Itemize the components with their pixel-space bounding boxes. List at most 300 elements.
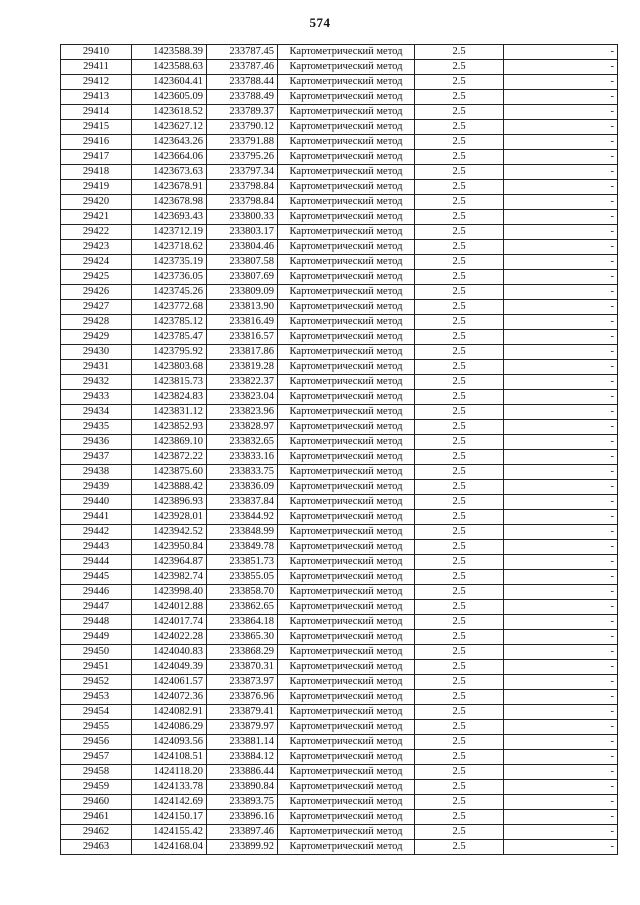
x-coordinate-cell: 1423964.87 <box>132 555 207 570</box>
method-cell: Картометрический метод <box>278 135 415 150</box>
point-number-cell: 29433 <box>61 390 132 405</box>
point-number-cell: 29412 <box>61 75 132 90</box>
accuracy-cell: 2.5 <box>415 75 504 90</box>
x-coordinate-cell: 1423785.47 <box>132 330 207 345</box>
table-row <box>61 435 618 450</box>
method-cell: Картометрический метод <box>278 810 415 825</box>
accuracy-cell: 2.5 <box>415 510 504 525</box>
accuracy-cell: 2.5 <box>415 285 504 300</box>
x-coordinate-cell: 1423604.41 <box>132 75 207 90</box>
table-row <box>61 555 618 570</box>
point-number-cell: 29443 <box>61 540 132 555</box>
table-row <box>61 390 618 405</box>
x-coordinate-cell: 1423745.26 <box>132 285 207 300</box>
point-number-cell: 29452 <box>61 675 132 690</box>
method-cell: Картометрический метод <box>278 780 415 795</box>
table-row <box>61 510 618 525</box>
description-cell: - <box>504 600 618 615</box>
y-coordinate-cell: 233798.84 <box>207 195 278 210</box>
x-coordinate-cell: 1423942.52 <box>132 525 207 540</box>
description-cell: - <box>504 300 618 315</box>
table-row <box>61 135 618 150</box>
method-cell: Картометрический метод <box>278 795 415 810</box>
x-coordinate-cell: 1423643.26 <box>132 135 207 150</box>
method-cell: Картометрический метод <box>278 600 415 615</box>
method-cell: Картометрический метод <box>278 120 415 135</box>
description-cell: - <box>504 165 618 180</box>
y-coordinate-cell: 233804.46 <box>207 240 278 255</box>
accuracy-cell: 2.5 <box>415 525 504 540</box>
method-cell: Картометрический метод <box>278 720 415 735</box>
x-coordinate-cell: 1423852.93 <box>132 420 207 435</box>
table-row <box>61 675 618 690</box>
x-coordinate-cell: 1423678.91 <box>132 180 207 195</box>
x-coordinate-cell: 1424012.88 <box>132 600 207 615</box>
x-coordinate-cell: 1423888.42 <box>132 480 207 495</box>
x-coordinate-cell: 1423928.01 <box>132 510 207 525</box>
point-number-cell: 29450 <box>61 645 132 660</box>
point-number-cell: 29411 <box>61 60 132 75</box>
point-number-cell: 29447 <box>61 600 132 615</box>
description-cell: - <box>504 480 618 495</box>
x-coordinate-cell: 1423736.05 <box>132 270 207 285</box>
y-coordinate-cell: 233788.44 <box>207 75 278 90</box>
accuracy-cell: 2.5 <box>415 480 504 495</box>
description-cell: - <box>504 750 618 765</box>
method-cell: Картометрический метод <box>278 570 415 585</box>
description-cell: - <box>504 105 618 120</box>
y-coordinate-cell: 233837.84 <box>207 495 278 510</box>
table-row <box>61 795 618 810</box>
method-cell: Картометрический метод <box>278 495 415 510</box>
table-row <box>61 735 618 750</box>
y-coordinate-cell: 233868.29 <box>207 645 278 660</box>
description-cell: - <box>504 615 618 630</box>
description-cell: - <box>504 810 618 825</box>
description-cell: - <box>504 585 618 600</box>
point-number-cell: 29444 <box>61 555 132 570</box>
point-number-cell: 29459 <box>61 780 132 795</box>
x-coordinate-cell: 1423693.43 <box>132 210 207 225</box>
method-cell: Картометрический метод <box>278 420 415 435</box>
accuracy-cell: 2.5 <box>415 390 504 405</box>
accuracy-cell: 2.5 <box>415 675 504 690</box>
y-coordinate-cell: 233828.97 <box>207 420 278 435</box>
table-row <box>61 225 618 240</box>
y-coordinate-cell: 233788.49 <box>207 90 278 105</box>
y-coordinate-cell: 233865.30 <box>207 630 278 645</box>
point-number-cell: 29463 <box>61 840 132 855</box>
y-coordinate-cell: 233807.69 <box>207 270 278 285</box>
description-cell: - <box>504 270 618 285</box>
x-coordinate-cell: 1424072.36 <box>132 690 207 705</box>
accuracy-cell: 2.5 <box>415 705 504 720</box>
y-coordinate-cell: 233879.41 <box>207 705 278 720</box>
y-coordinate-cell: 233873.97 <box>207 675 278 690</box>
x-coordinate-cell: 1423875.60 <box>132 465 207 480</box>
table-row <box>61 270 618 285</box>
table-row <box>61 630 618 645</box>
accuracy-cell: 2.5 <box>415 615 504 630</box>
description-cell: - <box>504 570 618 585</box>
table-row <box>61 690 618 705</box>
description-cell: - <box>504 240 618 255</box>
y-coordinate-cell: 233876.96 <box>207 690 278 705</box>
x-coordinate-cell: 1423896.93 <box>132 495 207 510</box>
table-row <box>61 645 618 660</box>
point-number-cell: 29439 <box>61 480 132 495</box>
description-cell: - <box>504 180 618 195</box>
method-cell: Картометрический метод <box>278 165 415 180</box>
method-cell: Картометрический метод <box>278 240 415 255</box>
point-number-cell: 29416 <box>61 135 132 150</box>
point-number-cell: 29423 <box>61 240 132 255</box>
accuracy-cell: 2.5 <box>415 840 504 855</box>
table-row <box>61 315 618 330</box>
accuracy-cell: 2.5 <box>415 810 504 825</box>
point-number-cell: 29448 <box>61 615 132 630</box>
accuracy-cell: 2.5 <box>415 240 504 255</box>
x-coordinate-cell: 1424061.57 <box>132 675 207 690</box>
accuracy-cell: 2.5 <box>415 330 504 345</box>
description-cell: - <box>504 45 618 60</box>
accuracy-cell: 2.5 <box>415 45 504 60</box>
accuracy-cell: 2.5 <box>415 555 504 570</box>
description-cell: - <box>504 720 618 735</box>
description-cell: - <box>504 825 618 840</box>
point-number-cell: 29458 <box>61 765 132 780</box>
y-coordinate-cell: 233832.65 <box>207 435 278 450</box>
x-coordinate-cell: 1423815.73 <box>132 375 207 390</box>
y-coordinate-cell: 233836.09 <box>207 480 278 495</box>
table-row <box>61 330 618 345</box>
y-coordinate-cell: 233795.26 <box>207 150 278 165</box>
description-cell: - <box>504 225 618 240</box>
table-row <box>61 465 618 480</box>
description-cell: - <box>504 510 618 525</box>
x-coordinate-cell: 1423950.84 <box>132 540 207 555</box>
method-cell: Картометрический метод <box>278 270 415 285</box>
table-row <box>61 720 618 735</box>
x-coordinate-cell: 1423785.12 <box>132 315 207 330</box>
description-cell: - <box>504 525 618 540</box>
method-cell: Картометрический метод <box>278 315 415 330</box>
y-coordinate-cell: 233870.31 <box>207 660 278 675</box>
y-coordinate-cell: 233817.86 <box>207 345 278 360</box>
accuracy-cell: 2.5 <box>415 450 504 465</box>
y-coordinate-cell: 233884.12 <box>207 750 278 765</box>
point-number-cell: 29460 <box>61 795 132 810</box>
table-row <box>61 480 618 495</box>
point-number-cell: 29417 <box>61 150 132 165</box>
point-number-cell: 29449 <box>61 630 132 645</box>
table-row <box>61 780 618 795</box>
table-row <box>61 765 618 780</box>
point-number-cell: 29438 <box>61 465 132 480</box>
x-coordinate-cell: 1423627.12 <box>132 120 207 135</box>
accuracy-cell: 2.5 <box>415 210 504 225</box>
method-cell: Картометрический метод <box>278 210 415 225</box>
x-coordinate-cell: 1423718.62 <box>132 240 207 255</box>
method-cell: Картометрический метод <box>278 360 415 375</box>
x-coordinate-cell: 1424049.39 <box>132 660 207 675</box>
table-row <box>61 660 618 675</box>
method-cell: Картометрический метод <box>278 615 415 630</box>
accuracy-cell: 2.5 <box>415 540 504 555</box>
x-coordinate-cell: 1423831.12 <box>132 405 207 420</box>
x-coordinate-cell: 1423588.39 <box>132 45 207 60</box>
x-coordinate-cell: 1423588.63 <box>132 60 207 75</box>
description-cell: - <box>504 645 618 660</box>
x-coordinate-cell: 1424133.78 <box>132 780 207 795</box>
x-coordinate-cell: 1424093.56 <box>132 735 207 750</box>
accuracy-cell: 2.5 <box>415 570 504 585</box>
x-coordinate-cell: 1423982.74 <box>132 570 207 585</box>
y-coordinate-cell: 233822.37 <box>207 375 278 390</box>
y-coordinate-cell: 233790.12 <box>207 120 278 135</box>
accuracy-cell: 2.5 <box>415 750 504 765</box>
accuracy-cell: 2.5 <box>415 765 504 780</box>
table-row <box>61 570 618 585</box>
point-number-cell: 29421 <box>61 210 132 225</box>
y-coordinate-cell: 233833.16 <box>207 450 278 465</box>
point-number-cell: 29414 <box>61 105 132 120</box>
method-cell: Картометрический метод <box>278 840 415 855</box>
table-row <box>61 615 618 630</box>
point-number-cell: 29431 <box>61 360 132 375</box>
method-cell: Картометрический метод <box>278 390 415 405</box>
description-cell: - <box>504 465 618 480</box>
table-row <box>61 210 618 225</box>
y-coordinate-cell: 233864.18 <box>207 615 278 630</box>
accuracy-cell: 2.5 <box>415 780 504 795</box>
method-cell: Картометрический метод <box>278 345 415 360</box>
table-row <box>61 810 618 825</box>
description-cell: - <box>504 195 618 210</box>
method-cell: Картометрический метод <box>278 705 415 720</box>
accuracy-cell: 2.5 <box>415 690 504 705</box>
y-coordinate-cell: 233848.99 <box>207 525 278 540</box>
x-coordinate-cell: 1424022.28 <box>132 630 207 645</box>
description-cell: - <box>504 345 618 360</box>
description-cell: - <box>504 330 618 345</box>
point-number-cell: 29424 <box>61 255 132 270</box>
method-cell: Картометрический метод <box>278 330 415 345</box>
method-cell: Картометрический метод <box>278 90 415 105</box>
x-coordinate-cell: 1424086.29 <box>132 720 207 735</box>
point-number-cell: 29455 <box>61 720 132 735</box>
method-cell: Картометрический метод <box>278 660 415 675</box>
x-coordinate-cell: 1423735.19 <box>132 255 207 270</box>
point-number-cell: 29429 <box>61 330 132 345</box>
point-number-cell: 29428 <box>61 315 132 330</box>
accuracy-cell: 2.5 <box>415 225 504 240</box>
y-coordinate-cell: 233896.16 <box>207 810 278 825</box>
coordinates-table-body <box>61 45 618 855</box>
point-number-cell: 29426 <box>61 285 132 300</box>
x-coordinate-cell: 1423869.10 <box>132 435 207 450</box>
method-cell: Картометрический метод <box>278 285 415 300</box>
table-row <box>61 75 618 90</box>
description-cell: - <box>504 420 618 435</box>
accuracy-cell: 2.5 <box>415 585 504 600</box>
y-coordinate-cell: 233881.14 <box>207 735 278 750</box>
x-coordinate-cell: 1424108.51 <box>132 750 207 765</box>
description-cell: - <box>504 735 618 750</box>
method-cell: Картометрический метод <box>278 435 415 450</box>
accuracy-cell: 2.5 <box>415 150 504 165</box>
point-number-cell: 29454 <box>61 705 132 720</box>
y-coordinate-cell: 233862.65 <box>207 600 278 615</box>
point-number-cell: 29410 <box>61 45 132 60</box>
table-row <box>61 405 618 420</box>
accuracy-cell: 2.5 <box>415 735 504 750</box>
table-row <box>61 240 618 255</box>
page-number: 574 <box>309 15 331 30</box>
point-number-cell: 29437 <box>61 450 132 465</box>
table-row <box>61 150 618 165</box>
accuracy-cell: 2.5 <box>415 135 504 150</box>
y-coordinate-cell: 233800.33 <box>207 210 278 225</box>
description-cell: - <box>504 435 618 450</box>
description-cell: - <box>504 135 618 150</box>
accuracy-cell: 2.5 <box>415 60 504 75</box>
point-number-cell: 29419 <box>61 180 132 195</box>
method-cell: Картометрический метод <box>278 555 415 570</box>
description-cell: - <box>504 150 618 165</box>
y-coordinate-cell: 233816.49 <box>207 315 278 330</box>
description-cell: - <box>504 75 618 90</box>
point-number-cell: 29445 <box>61 570 132 585</box>
method-cell: Картометрический метод <box>278 690 415 705</box>
accuracy-cell: 2.5 <box>415 825 504 840</box>
table-row <box>61 45 618 60</box>
point-number-cell: 29453 <box>61 690 132 705</box>
point-number-cell: 29451 <box>61 660 132 675</box>
method-cell: Картометрический метод <box>278 75 415 90</box>
method-cell: Картометрический метод <box>278 825 415 840</box>
description-cell: - <box>504 630 618 645</box>
x-coordinate-cell: 1423605.09 <box>132 90 207 105</box>
table-row <box>61 375 618 390</box>
accuracy-cell: 2.5 <box>415 345 504 360</box>
y-coordinate-cell: 233851.73 <box>207 555 278 570</box>
accuracy-cell: 2.5 <box>415 720 504 735</box>
y-coordinate-cell: 233809.09 <box>207 285 278 300</box>
accuracy-cell: 2.5 <box>415 180 504 195</box>
x-coordinate-cell: 1423678.98 <box>132 195 207 210</box>
table-row <box>61 120 618 135</box>
point-number-cell: 29435 <box>61 420 132 435</box>
description-cell: - <box>504 780 618 795</box>
point-number-cell: 29420 <box>61 195 132 210</box>
table-row <box>61 750 618 765</box>
table-row <box>61 705 618 720</box>
table-row <box>61 450 618 465</box>
table-row <box>61 540 618 555</box>
y-coordinate-cell: 233893.75 <box>207 795 278 810</box>
description-cell: - <box>504 375 618 390</box>
method-cell: Картометрический метод <box>278 525 415 540</box>
description-cell: - <box>504 390 618 405</box>
method-cell: Картометрический метод <box>278 195 415 210</box>
x-coordinate-cell: 1424017.74 <box>132 615 207 630</box>
description-cell: - <box>504 120 618 135</box>
y-coordinate-cell: 233855.05 <box>207 570 278 585</box>
y-coordinate-cell: 233879.97 <box>207 720 278 735</box>
y-coordinate-cell: 233897.46 <box>207 825 278 840</box>
accuracy-cell: 2.5 <box>415 405 504 420</box>
point-number-cell: 29442 <box>61 525 132 540</box>
table-row <box>61 525 618 540</box>
point-number-cell: 29461 <box>61 810 132 825</box>
x-coordinate-cell: 1423664.06 <box>132 150 207 165</box>
accuracy-cell: 2.5 <box>415 660 504 675</box>
method-cell: Картометрический метод <box>278 585 415 600</box>
accuracy-cell: 2.5 <box>415 465 504 480</box>
x-coordinate-cell: 1423872.22 <box>132 450 207 465</box>
point-number-cell: 29462 <box>61 825 132 840</box>
x-coordinate-cell: 1423803.68 <box>132 360 207 375</box>
point-number-cell: 29415 <box>61 120 132 135</box>
coordinates-table <box>60 44 618 855</box>
y-coordinate-cell: 233803.17 <box>207 225 278 240</box>
accuracy-cell: 2.5 <box>415 795 504 810</box>
accuracy-cell: 2.5 <box>415 360 504 375</box>
method-cell: Картометрический метод <box>278 540 415 555</box>
point-number-cell: 29425 <box>61 270 132 285</box>
x-coordinate-cell: 1424168.04 <box>132 840 207 855</box>
table-row <box>61 300 618 315</box>
description-cell: - <box>504 210 618 225</box>
method-cell: Картометрический метод <box>278 225 415 240</box>
y-coordinate-cell: 233819.28 <box>207 360 278 375</box>
method-cell: Картометрический метод <box>278 675 415 690</box>
accuracy-cell: 2.5 <box>415 270 504 285</box>
description-cell: - <box>504 315 618 330</box>
table-row <box>61 90 618 105</box>
y-coordinate-cell: 233787.45 <box>207 45 278 60</box>
method-cell: Картометрический метод <box>278 375 415 390</box>
y-coordinate-cell: 233823.96 <box>207 405 278 420</box>
y-coordinate-cell: 233886.44 <box>207 765 278 780</box>
y-coordinate-cell: 233798.84 <box>207 180 278 195</box>
accuracy-cell: 2.5 <box>415 315 504 330</box>
point-number-cell: 29456 <box>61 735 132 750</box>
description-cell: - <box>504 285 618 300</box>
table-row <box>61 585 618 600</box>
x-coordinate-cell: 1424155.42 <box>132 825 207 840</box>
description-cell: - <box>504 765 618 780</box>
point-number-cell: 29413 <box>61 90 132 105</box>
table-row <box>61 600 618 615</box>
point-number-cell: 29440 <box>61 495 132 510</box>
description-cell: - <box>504 540 618 555</box>
y-coordinate-cell: 233791.88 <box>207 135 278 150</box>
point-number-cell: 29446 <box>61 585 132 600</box>
y-coordinate-cell: 233787.46 <box>207 60 278 75</box>
method-cell: Картометрический метод <box>278 465 415 480</box>
description-cell: - <box>504 660 618 675</box>
description-cell: - <box>504 495 618 510</box>
x-coordinate-cell: 1424142.69 <box>132 795 207 810</box>
description-cell: - <box>504 795 618 810</box>
method-cell: Картометрический метод <box>278 450 415 465</box>
x-coordinate-cell: 1424040.83 <box>132 645 207 660</box>
method-cell: Картометрический метод <box>278 480 415 495</box>
method-cell: Картометрический метод <box>278 750 415 765</box>
point-number-cell: 29436 <box>61 435 132 450</box>
